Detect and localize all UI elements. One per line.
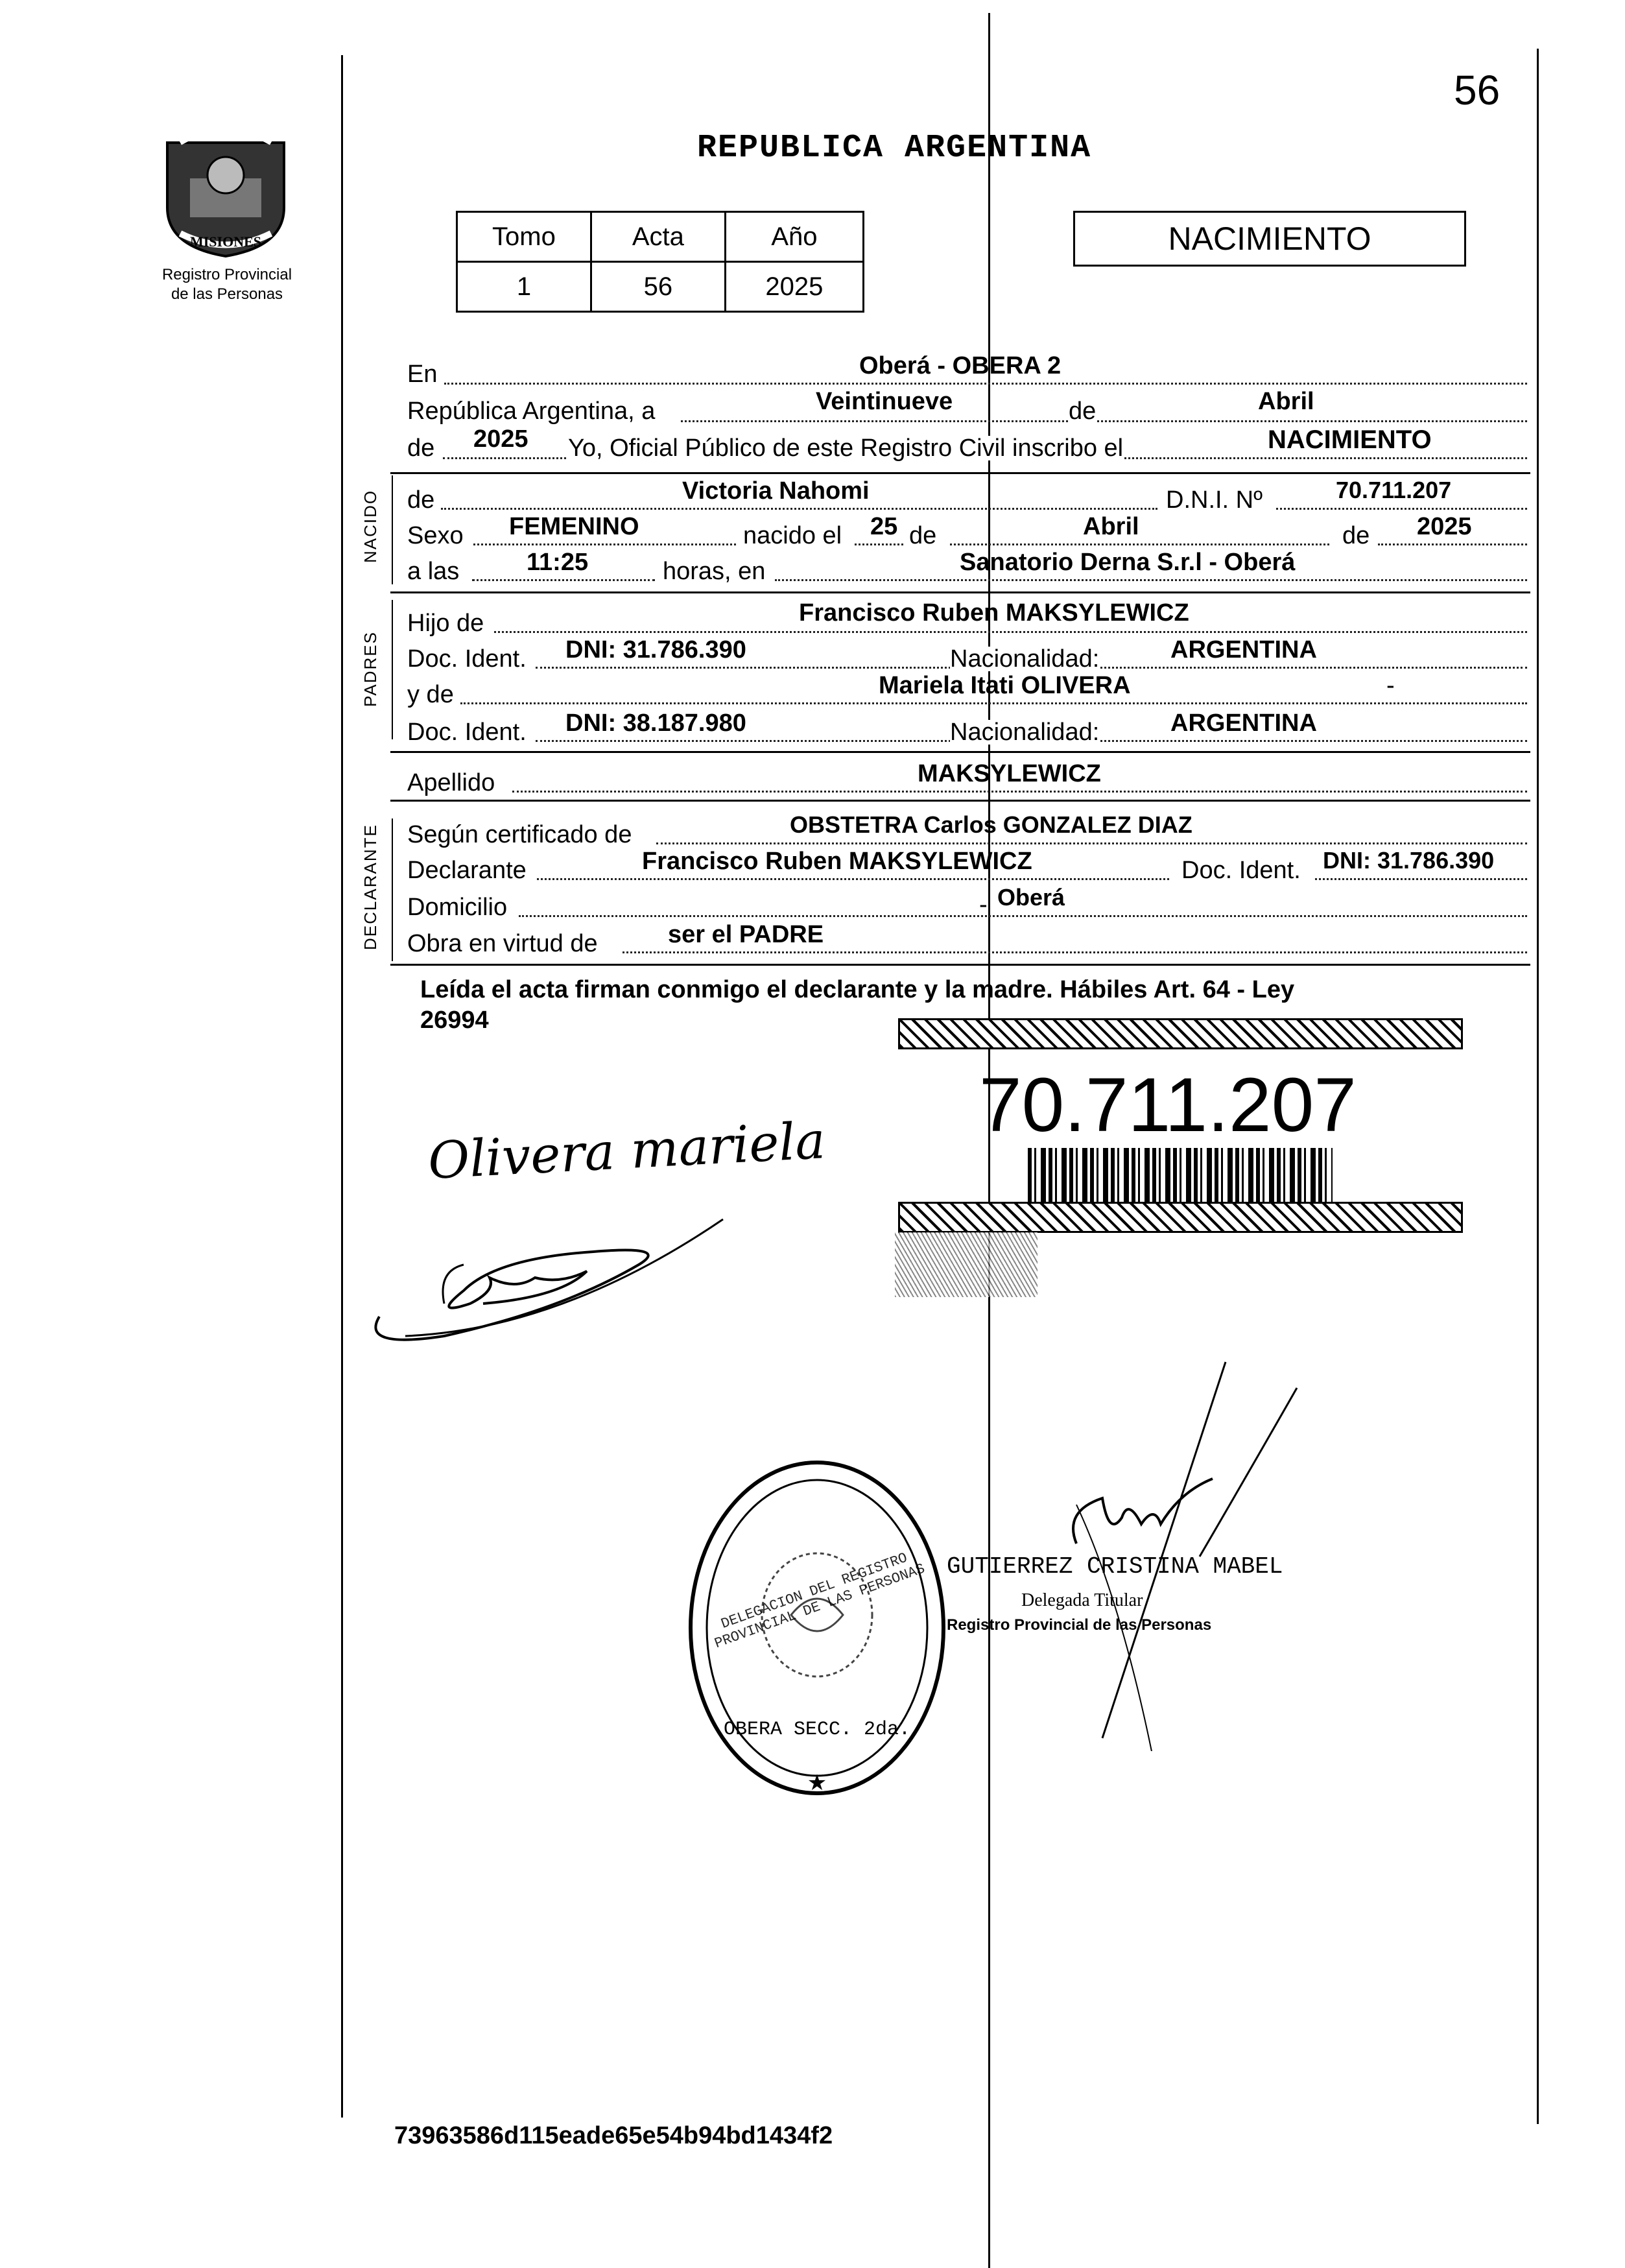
- cert-value: OBSTETRA Carlos GONZALEZ DIAZ: [790, 811, 1192, 838]
- dom-dots: [519, 915, 1527, 917]
- birth-month: Abril: [1083, 513, 1139, 540]
- month-value: Abril: [1258, 388, 1314, 415]
- declarante-bracket: [392, 818, 393, 961]
- sexo-value: FEMENINO: [509, 513, 639, 540]
- decl-doc: DNI: 31.786.390: [1323, 847, 1495, 874]
- dom-value: Oberá: [997, 884, 1065, 911]
- time-dots: [472, 579, 655, 581]
- declarante-rule: [390, 964, 1530, 966]
- tomo-header: Tomo: [457, 212, 591, 262]
- acta-value: 56: [591, 262, 725, 312]
- country-title: REPUBLICA ARGENTINA: [697, 130, 1092, 167]
- mother-nat-label: Nacionalidad:: [950, 719, 1100, 746]
- apellido-dots: [512, 791, 1527, 793]
- emblem-top-text: PROVINCIA DE: [180, 128, 271, 142]
- mother-signature: Olivera mariela: [427, 1112, 827, 1191]
- cert-dots: [656, 842, 1527, 844]
- horas-label: horas, en: [663, 558, 766, 585]
- a-las-label: a las: [407, 558, 460, 585]
- nacido-de3-label: de: [1342, 522, 1370, 549]
- hijo-label: Hijo de: [407, 610, 484, 637]
- anio-header: Año: [725, 212, 863, 262]
- footer-hash: 73963586d115eade65e54b94bd1434f2: [394, 2122, 833, 2149]
- en-dots: [444, 383, 1527, 385]
- republica-dots: [681, 420, 1527, 422]
- emblem-bottom-text: MISIONES: [189, 233, 262, 250]
- father-signature: [366, 1206, 729, 1349]
- yde-label: y de: [407, 681, 454, 708]
- security-pattern: [895, 1232, 1038, 1297]
- de2-label: de: [407, 435, 435, 462]
- obra-dots: [623, 951, 1527, 953]
- official-title: Delegada Titular: [1021, 1590, 1143, 1610]
- apellido-label: Apellido: [407, 769, 495, 796]
- closing-line-1: Leída el acta firman conmigo el declarante y la madre. Hábiles Art. 64 - Ley: [420, 976, 1295, 1003]
- nacido-el-label: nacido el: [743, 522, 842, 549]
- place-dots: [775, 579, 1527, 581]
- barcode: [1028, 1148, 1333, 1206]
- issuer-line-1: Registro Provincial: [161, 266, 292, 283]
- nacido-de2-label: de: [909, 522, 937, 549]
- svg-text:★: ★: [807, 1771, 827, 1795]
- father-name: Francisco Ruben MAKSYLEWICZ: [799, 599, 1189, 627]
- act-type-box: NACIMIENTO: [1073, 211, 1466, 267]
- decl-dots: [537, 878, 1169, 880]
- apellido-value: MAKSYLEWICZ: [918, 760, 1101, 787]
- child-dni: 70.711.207: [1336, 477, 1452, 503]
- name-dots: [441, 508, 1157, 510]
- issuer-line-2: de las Personas: [171, 285, 283, 303]
- dni-label: D.N.I. Nº: [1166, 486, 1263, 514]
- mother-nat: ARGENTINA: [1170, 710, 1317, 737]
- dni-stamp-number: 70.711.207: [979, 1062, 1357, 1148]
- month-dots: [950, 543, 1329, 545]
- page-number: 56: [1454, 67, 1500, 113]
- decl-value: Francisco Ruben MAKSYLEWICZ: [642, 848, 1032, 875]
- declarante-side-label: DECLARANTE: [361, 824, 380, 950]
- officer-text: Yo, Oficial Público de este Registro Civil inscribo el: [568, 435, 1124, 462]
- byear-dots: [1378, 543, 1527, 545]
- republica-label: República Argentina, a: [407, 398, 656, 425]
- seal-inner-text: OBERA SECC. 2da.: [723, 1719, 911, 1741]
- official-signature: [908, 1349, 1349, 1751]
- tomo-value: 1: [457, 262, 591, 312]
- en-label: En: [407, 361, 438, 388]
- security-band-top: [898, 1018, 1463, 1049]
- nacido-bracket: [392, 475, 393, 584]
- mother-doc: DNI: 38.187.980: [565, 710, 746, 737]
- dni-dots: [1276, 508, 1527, 510]
- mother-dots: [460, 702, 1527, 704]
- decl-label: Declarante: [407, 857, 527, 884]
- sexo-dots: [473, 543, 736, 545]
- birth-place: Sanatorio Derna S.r.l - Oberá: [960, 549, 1296, 576]
- mother-name: Mariela Itati OLIVERA: [879, 672, 1131, 699]
- decl-doc-label: Doc. Ident.: [1181, 857, 1301, 884]
- intro-rule: [390, 472, 1530, 474]
- day-value: Veintinueve: [816, 388, 953, 415]
- padres-side-label: PADRES: [361, 631, 380, 707]
- birth-time: 11:25: [527, 549, 589, 576]
- obra-label: Obra en virtud de: [407, 930, 598, 957]
- acta-header: Acta: [591, 212, 725, 262]
- register-table: [456, 211, 864, 313]
- birth-day: 25: [870, 513, 898, 540]
- left-margin-line: [341, 55, 343, 2118]
- child-name: Victoria Nahomi: [682, 477, 870, 505]
- anio-value: 2025: [725, 262, 863, 312]
- decl-doc-dots: [1315, 878, 1527, 880]
- en-value: Oberá - OBERA 2: [859, 352, 1062, 379]
- father-doc: DNI: 31.786.390: [565, 636, 746, 663]
- dom-label: Domicilio: [407, 894, 508, 921]
- nacido-de-label: de: [407, 486, 435, 514]
- closing-line-2: 26994: [420, 1007, 489, 1034]
- dom-dash: -: [979, 891, 988, 918]
- father-nat-label: Nacionalidad:: [950, 645, 1100, 673]
- sexo-label: Sexo: [407, 522, 464, 549]
- father-dots: [494, 631, 1527, 633]
- official-name: GUTIERREZ CRISTINA MABEL: [947, 1553, 1283, 1580]
- padres-rule: [390, 751, 1530, 753]
- official-office: Registro Provincial de las Personas: [947, 1616, 1212, 1634]
- de-label: de: [1069, 398, 1097, 425]
- obra-value: ser el PADRE: [668, 921, 824, 948]
- inscribe-value: NACIMIENTO: [1268, 425, 1432, 454]
- apellido-rule: [390, 800, 1530, 802]
- mother-dash: -: [1386, 672, 1395, 699]
- seal-ring-text: DELEGACION DEL REGISTRO PROVINCIAL DE LAS PERSONAS: [712, 1549, 927, 1653]
- father-doc-label: Doc. Ident.: [407, 645, 527, 673]
- security-band-bottom: [898, 1202, 1463, 1233]
- padres-bracket: [392, 600, 393, 739]
- birth-year: 2025: [1417, 513, 1472, 540]
- year-value: 2025: [473, 425, 528, 453]
- cert-label: Según certificado de: [407, 821, 632, 848]
- nacido-rule: [390, 591, 1530, 593]
- nacido-side-label: NACIDO: [361, 489, 380, 563]
- day-dots: [855, 543, 903, 545]
- misiones-emblem: [154, 117, 297, 259]
- father-nat: ARGENTINA: [1170, 636, 1317, 663]
- mother-doc-label: Doc. Ident.: [407, 719, 527, 746]
- right-margin-line: [1537, 49, 1539, 2124]
